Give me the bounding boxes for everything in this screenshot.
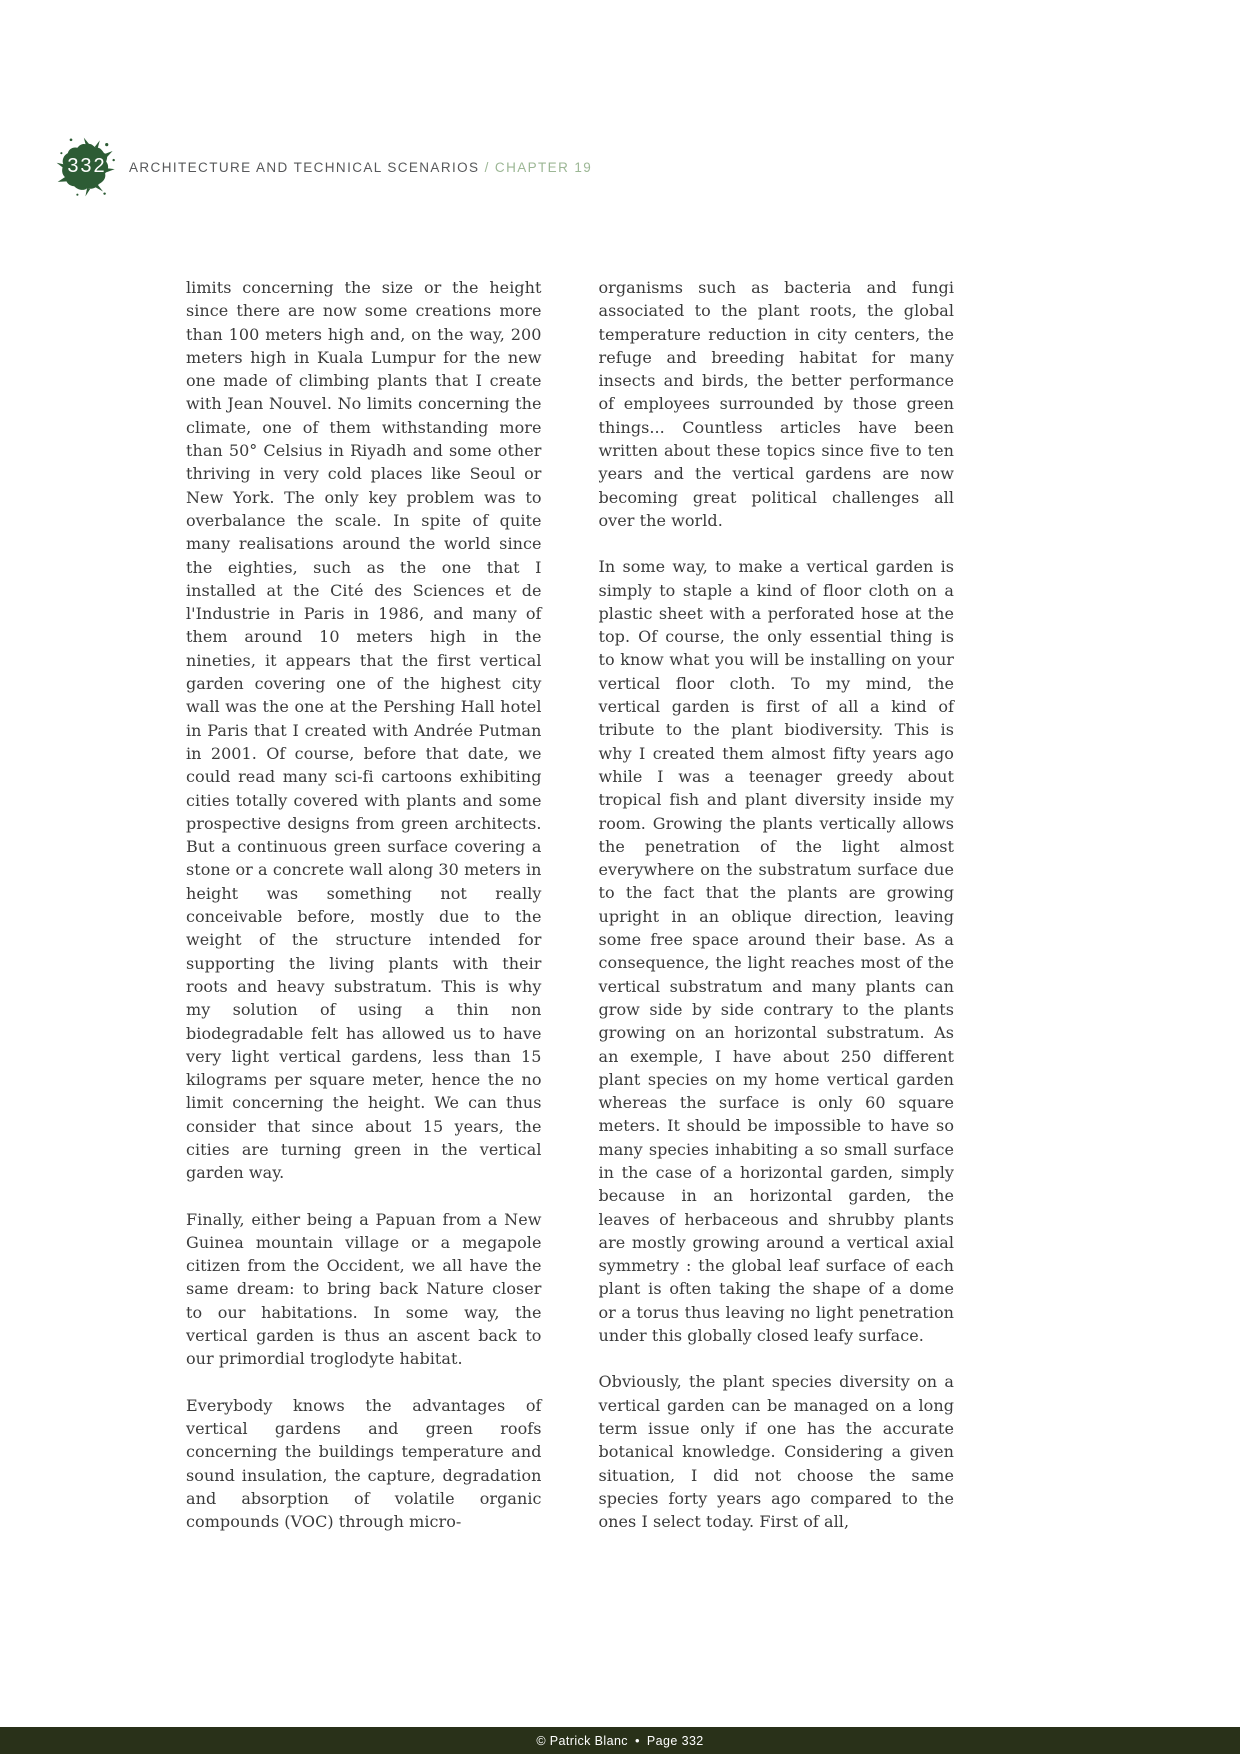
page-number: 332 bbox=[67, 154, 107, 177]
body-paragraph: Finally, either being a Papuan from a New Guinea mountain village or a megapole citizen from the Occident, we all have the same dream: to bring back Nature closer to our habitations. In some way, the vertical garden is thus an ascent back to our primordial troglodyte habitat. bbox=[186, 1209, 542, 1369]
footer-copyright: © Patrick Blanc bbox=[536, 1733, 628, 1748]
footer-page-number: Page 332 bbox=[646, 1733, 704, 1748]
footer-bullet: • bbox=[634, 1733, 640, 1748]
running-head-separator: / bbox=[484, 159, 490, 175]
content-columns bbox=[186, 276, 954, 1533]
body-paragraph: Everybody knows the advantages of vertical gardens and green roofs concerning the buildings temperature and sound insulation, the capture, degradation and absorption of volatile organic compounds (VOC) through micro- bbox=[186, 1395, 542, 1532]
page-number-badge bbox=[55, 134, 119, 200]
body-paragraph: limits concerning the size or the height since there are now some creations more than 100 meters high and, on the way, 200 meters high in Kuala Lumpur for the new one made of climbing plants that I create with Jean Nouvel. No limits concerning the climate, one of them withstanding more than 50° Celsius in Riyadh and some other thriving in very cold places like Seoul or New York. The only key problem was to overbalance the scale. In spite of quite many realisations around the world since the eighties, such as the one that I installed at the Cité des Sciences et de l'Industrie in Paris in 1986, and many of them around 10 meters high in the nineties, it appears that the first vertical garden covering one of the highest city wall was the one at the Pershing Hall hotel in Paris that I created with Andrée Putman in 2001. Of course, before that date, we could read many sci-fi cartoons exhibiting cities totally covered with plants and some prospective designs from green architects. But a continuous green surface covering a stone or a concrete wall along 30 meters in height was something not really conceivable before, mostly due to the weight of the structure intended for supporting the living plants with their roots and heavy substratum. This is why my solution of using a thin non biodegradable felt has allowed us to have very light vertical gardens, less than 15 kilograms per square meter, hence the no limit concerning the height. We can thus consider that since about 15 years, the cities are turning green in the vertical garden way. bbox=[186, 278, 542, 1183]
running-head-title: ARCHITECTURE AND TECHNICAL SCENARIOS bbox=[129, 159, 480, 175]
body-paragraph: organisms such as bacteria and fungi associated to the plant roots, the global temperature reduction in city centers, the refuge and breeding habitat for many insects and birds, the better performance of employees surrounded by those green things... Countless articles have been written about these topics since five to ten years and the vertical gardens are now becoming great political challenges all over the world. bbox=[598, 278, 954, 530]
body-paragraph: In some way, to make a vertical garden is simply to staple a kind of floor cloth on a plastic sheet with a perforated hose at the top. Of course, the only essential thing is to know what you will be installing on your vertical floor cloth. To my mind, the vertical garden is first of all a kind of tribute to the plant biodiversity. This is why I created them almost fifty years ago while I was a teenager greedy about tropical fish and plant diversity inside my room. Growing the plants vertically allows the penetration of the light almost everywhere on the substratum surface due to the fact that the plants are growing upright in an oblique direction, leaving some free space around their base. As a consequence, the light reaches most of the vertical substratum and many plants can grow side by side contrary to the plants growing on an horizontal substratum. As an exemple, I have about 250 different plant species on my home vertical garden whereas the surface is only 60 square meters. It should be impossible to have so many species inhabiting a so small surface in the case of a horizontal garden, simply because in an horizontal garden, the leaves of herbaceous and shrubby plants are mostly growing around a vertical axial symmetry : the global leaf surface of each plant is often taking the shape of a dome or a torus thus leaving no light penetration under this globally closed leafy surface. bbox=[598, 557, 954, 1346]
running-head bbox=[129, 160, 592, 175]
chapter-label: CHAPTER 19 bbox=[494, 159, 593, 175]
text-column-left bbox=[186, 276, 542, 1533]
footer-bar bbox=[0, 1727, 1240, 1754]
text-column-right bbox=[599, 276, 955, 1533]
body-paragraph: Obviously, the plant species diversity on a vertical garden can be managed on a long term issue only if one has the accurate botanical knowledge. Considering a given situation, I did not choose the same species forty years ago compared to the ones I select today. First of all, bbox=[598, 1372, 954, 1532]
page-header bbox=[55, 134, 592, 200]
